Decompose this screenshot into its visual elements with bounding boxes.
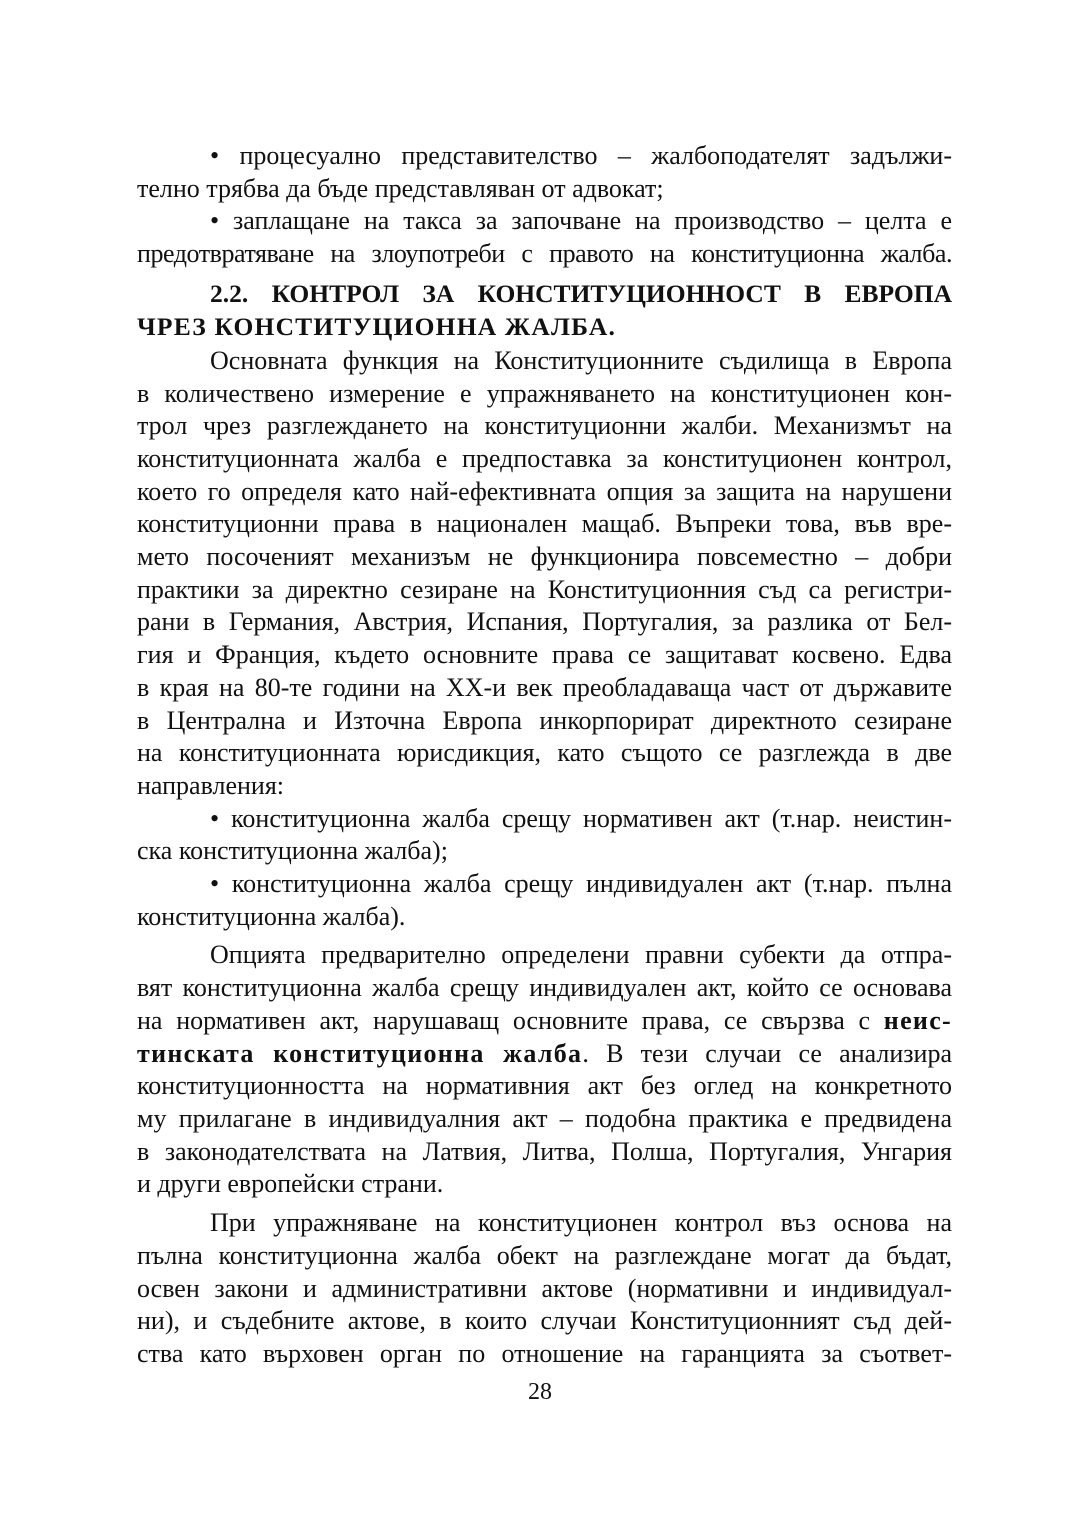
text-line: Основната функция на Конституционните съдилища в Европа bbox=[210, 345, 952, 375]
text-line: • процесуално представителство – жалбоподателят задължи- bbox=[210, 141, 952, 170]
text-line: предотвратяване на злоупотреби с правото на конституционна жалба. bbox=[137, 239, 952, 269]
emphasis-term: неис- bbox=[883, 1005, 952, 1035]
text-line: При упражняване на конституционен контрол въз основа на bbox=[210, 1208, 952, 1238]
page-number: 28 bbox=[528, 1379, 552, 1405]
heading-line: ЧРЕЗ КОНСТИТУЦИОННА ЖАЛБА. bbox=[137, 311, 617, 341]
text-line: • заплащане на такса за започване на производство – целта е bbox=[210, 206, 952, 236]
text-line: • конституционна жалба срещу индивидуален акт (т.нар. пълна bbox=[210, 869, 952, 899]
text-line: конституционна жалба). bbox=[137, 901, 406, 931]
text-line: което го определя като най-ефективната опция за защита на нарушени bbox=[137, 476, 952, 506]
text-line: ства като върховен орган по отношение на гаранцията за съответ- bbox=[137, 1338, 952, 1368]
text-line: конституционността на нормативния акт без оглед на конкретното bbox=[137, 1071, 952, 1101]
page-body bbox=[137, 140, 952, 1371]
text-line: телно трябва да бъде представляван от адвокат; bbox=[137, 173, 664, 203]
section-heading bbox=[137, 277, 952, 343]
text-line: конституционната жалба е предпоставка за конституционен контрол, bbox=[137, 443, 952, 473]
text-line bbox=[137, 1005, 952, 1038]
text-line: освен закони и административни актове (нормативни и индивидуал- bbox=[137, 1273, 952, 1303]
text-run: на нормативен акт, нарушаващ основните права, се свързва с bbox=[137, 1005, 884, 1035]
bullet-item-normative-act bbox=[137, 803, 952, 868]
text-line: мето посоченият механизъм не функционира повсеместно – добри bbox=[137, 542, 952, 572]
bullet-item-individual-act bbox=[137, 868, 952, 933]
text-line: гия и Франция, където основните права се защитават косвено. Едва bbox=[137, 640, 952, 670]
text-line: и други европейски страни. bbox=[137, 1169, 444, 1199]
text-line: практики за директно сезиране на Конституционния съд са регистри- bbox=[137, 574, 952, 604]
text-line: трол чрез разглеждането на конституционни жалби. Механизмът на bbox=[137, 411, 952, 441]
text-line: ска конституционна жалба); bbox=[137, 836, 448, 866]
text-line: • конституционна жалба срещу нормативен акт (т.нар. неистин- bbox=[210, 803, 952, 833]
heading-line: 2.2. КОНТРОЛ ЗА КОНСТИТУЦИОННОСТ В ЕВРОПА bbox=[210, 278, 952, 308]
text-line bbox=[137, 1038, 952, 1071]
text-line: на конституционната юрисдикция, като същото се разглежда в две bbox=[137, 738, 952, 768]
text-line: Опцията предварително определени правни субекти да отпра- bbox=[210, 940, 952, 970]
paragraph bbox=[137, 939, 952, 1201]
paragraph bbox=[137, 345, 952, 803]
bullet-item-procedural-representation bbox=[137, 140, 952, 205]
text-run: . В тези случаи се анализира bbox=[582, 1038, 952, 1068]
text-line: в края на 80-те години на XX-и век преобладаваща част от държавите bbox=[137, 672, 952, 702]
text-line: конституционни права в национален мащаб. Въпреки това, във вре- bbox=[137, 509, 952, 539]
text-line: в Централна и Източна Европа инкорпорират директното сезиране bbox=[137, 705, 952, 735]
text-line: в количествено измерение е упражняването на конституционен кон- bbox=[137, 378, 952, 408]
text-line: вят конституционна жалба срещу индивидуален акт, който се основава bbox=[137, 973, 952, 1003]
paragraph bbox=[137, 1207, 952, 1371]
text-line: ни), и съдебните актове, в които случаи Конституционният съд дей- bbox=[137, 1306, 952, 1336]
text-line: пълна конституционна жалба обект на разглеждане могат да бъдат, bbox=[137, 1240, 952, 1270]
text-line: рани в Германия, Австрия, Испания, Португалия, за разлика от Бел- bbox=[137, 607, 952, 637]
emphasis-term: тинската конституционна жалба bbox=[137, 1038, 583, 1068]
text-line: направления: bbox=[137, 770, 285, 800]
text-line: в законодателствата на Латвия, Литва, Полша, Португалия, Унгария bbox=[137, 1136, 952, 1166]
bullet-item-fee-payment bbox=[137, 205, 952, 270]
text-line: му прилагане в индивидуалния акт – подобна практика е предвидена bbox=[137, 1103, 952, 1133]
